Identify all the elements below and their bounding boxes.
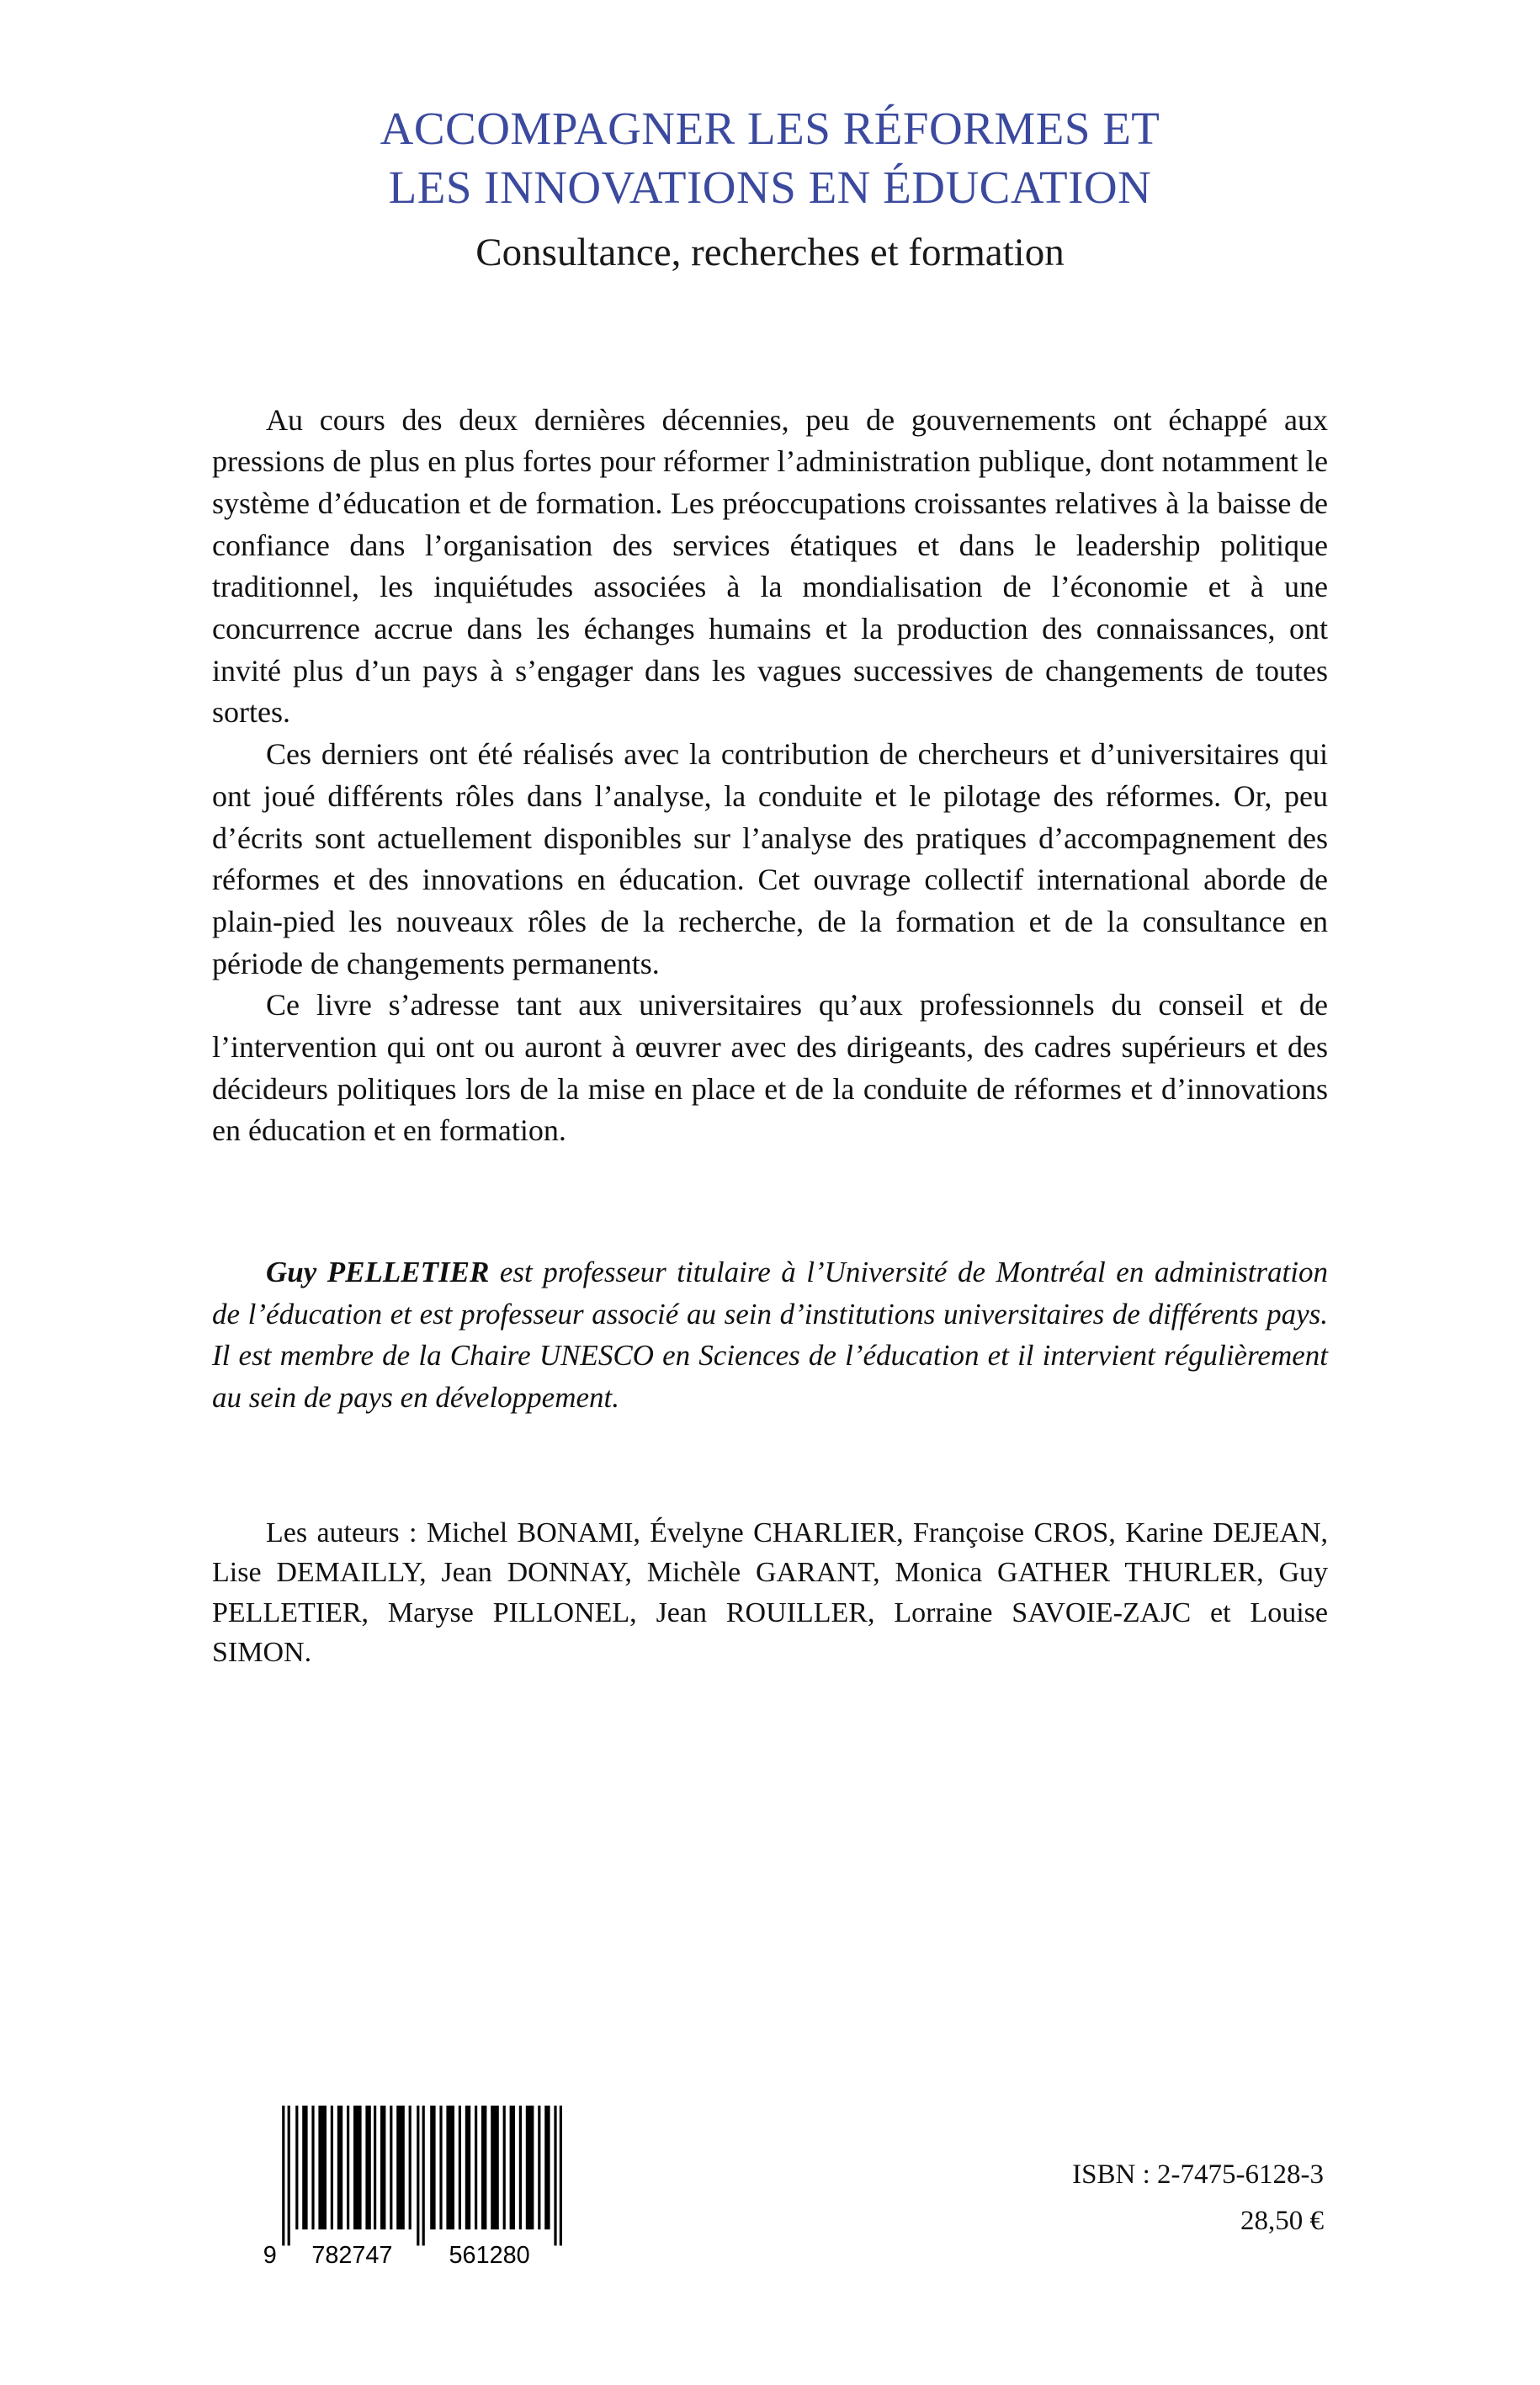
- paragraph-2: Ces derniers ont été réalisés avec la contribution de chercheurs et d’universitaires qui ont joué différents rôles dans l’analyse, la conduite et le pilotage des réformes. Or, peu d’écrits sont actuellement disponibles sur l’analyse des pratiques d’accompagnement des réformes et des innovations en éducation. Cet ouvrage collectif international aborde de plain-pied les nouveaux rôles de la recherche, de la formation et de la consultance en période de changements permanents.: [212, 737, 1328, 980]
- book-subtitle: Consultance, recherches et formation: [475, 230, 1065, 274]
- author-name: Guy PELLETIER: [266, 1255, 490, 1288]
- author-bio: [212, 1251, 1328, 1419]
- price: 28,50 €: [1240, 2205, 1324, 2236]
- barcode-digits-group2: 561280: [449, 2242, 530, 2267]
- barcode-bars: [252, 2106, 589, 2267]
- barcode-digits-group1: 782747: [311, 2242, 393, 2267]
- book-title: [0, 99, 1540, 218]
- barcode: [252, 2106, 589, 2267]
- bottom-area: [0, 2082, 1540, 2267]
- isbn-block: [1072, 2152, 1324, 2244]
- book-title-line2: LES INNOVATIONS EN ÉDUCATION: [388, 162, 1152, 214]
- isbn-number: ISBN : 2-7475-6128-3: [1072, 2159, 1324, 2191]
- author-bio-text: est professeur titulaire à l’Université de Montréal en administration de l’éducation et est professeur associé au sein d’institutions universitaires de différents pays. Il est membre de la Chaire UNESCO en Sciences de l’éducation et il intervient régulièrement au sein de pays en développement.: [212, 1255, 1328, 1414]
- paragraph-1: Au cours des deux dernières décennies, peu de gouvernements ont échappé aux pressions de plus en plus fortes pour réformer l’administration publique, dont notamment le système d’éducation et de formation. Les préoccupations croissantes relatives à la baisse de confiance dans l’organisation des services étatiques et dans le leadership politique traditionnel, les inquiétudes associées à la mondialisation de l’économie et à une concurrence accrue dans les échanges humains et la production des connaissances, ont invité plus d’un pays à s’engager dans les vagues successives de changements de toutes sortes.: [212, 402, 1328, 730]
- back-cover-text: [212, 400, 1328, 1152]
- book-title-line1: ACCOMPAGNER LES RÉFORMES ET: [380, 103, 1160, 154]
- barcode-digit-left: 9: [263, 2242, 277, 2267]
- authors-list: Les auteurs : Michel BONAMI, Évelyne CHARLIER, Françoise CROS, Karine DEJEAN, Lise DEMAILLY, Jean DONNAY, Michèle GARANT, Monica GATHER THURLER, Guy PELLETIER, Maryse PILLONEL, Jean ROUILLER, Lorraine SAVOIE-ZAJC et Louise SIMON.: [212, 1517, 1328, 1669]
- header: [0, 0, 1540, 275]
- paragraph-3: Ce livre s’adresse tant aux universitaires qu’aux professionnels du conseil et de l’intervention qui ont ou auront à œuvrer avec des dirigeants, des cadres supérieurs et des décideurs politiques lors de la mise en place et de la conduite de réformes et d’innovations en éducation et en formation.: [212, 988, 1328, 1148]
